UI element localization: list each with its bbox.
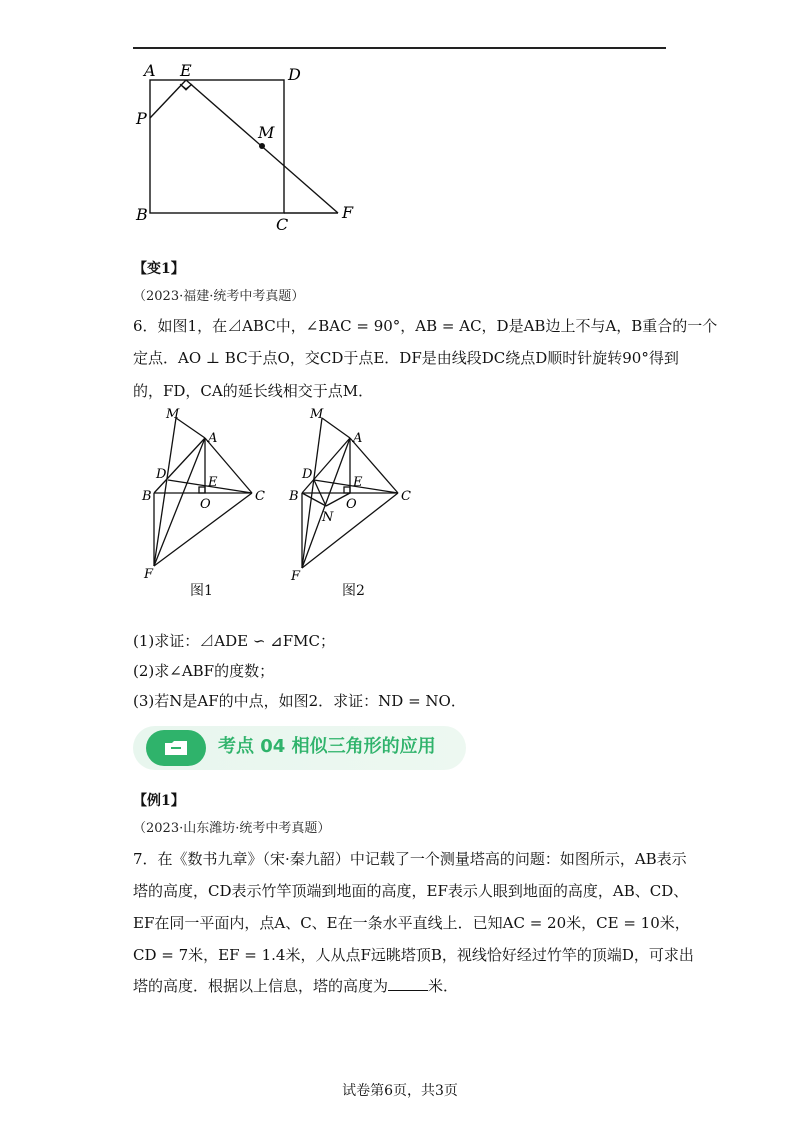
fig1-label-E: E bbox=[208, 475, 218, 490]
answer-blank[interactable] bbox=[388, 975, 428, 991]
section-title: 考点 04 相似三角形的应用 bbox=[218, 736, 436, 757]
question-3: (3)若N是AF的中点，如图2．求证：ND = NO． bbox=[133, 692, 466, 710]
fig2-label-B: B bbox=[289, 489, 299, 504]
problem7-line2: 塔的高度，CD表示竹竿顶端到地面的高度，EF表示人眼到地面的高度，AB、CD、 bbox=[133, 882, 689, 900]
fig2-label-M: M bbox=[310, 408, 324, 422]
fig1-label-B: B bbox=[142, 489, 152, 504]
label-A: A bbox=[144, 61, 156, 80]
label-P: P bbox=[136, 109, 147, 128]
page-footer: 试卷第6页，共3页 bbox=[342, 1083, 458, 1099]
fig2-label-O: O bbox=[346, 497, 357, 512]
fig2-label-A: A bbox=[353, 431, 363, 446]
problem6-line1: 6．如图1，在⊿ABC中，∠BAC = 90°，AB = AC，D是AB边上不与A，B重合的一个 bbox=[133, 317, 718, 335]
label-D: D bbox=[288, 65, 301, 84]
fig2-label-D: D bbox=[302, 467, 313, 482]
figure-1 bbox=[140, 408, 280, 583]
label-B: B bbox=[136, 205, 148, 224]
example-source: （2023·山东潍坊·统考中考真题） bbox=[133, 821, 331, 836]
figure-square bbox=[130, 58, 370, 238]
folder-icon bbox=[164, 740, 188, 756]
fig1-label-D: D bbox=[156, 467, 167, 482]
fig2-label-C: C bbox=[401, 489, 411, 504]
question-1: (1)求证：⊿ADE ∽ ⊿FMC； bbox=[133, 632, 335, 650]
header-rule bbox=[133, 47, 666, 49]
figure-2 bbox=[286, 408, 426, 583]
problem7-line1: 7．在《数书九章》（宋·秦九韶）中记载了一个测量塔高的问题：如图所示，AB表示 bbox=[133, 850, 687, 868]
fig1-label-C: C bbox=[255, 489, 265, 504]
problem7-line4: CD = 7米，EF = 1.4米，人从点F远眺塔顶B，视线恰好经过竹竿的顶端D，可求出 bbox=[133, 946, 694, 964]
fig2-caption: 图2 bbox=[342, 583, 365, 599]
fig1-label-O: O bbox=[200, 497, 211, 512]
fig1-label-F: F bbox=[144, 567, 154, 582]
variant-source: （2023·福建·统考中考真题） bbox=[133, 289, 305, 304]
problem7-line5-before: 塔的高度．根据以上信息，塔的高度为 bbox=[133, 977, 389, 995]
label-E: E bbox=[180, 61, 192, 80]
fig1-label-M: M bbox=[166, 408, 180, 422]
fig2-label-N: N bbox=[322, 510, 334, 525]
variant-tag: 【变1】 bbox=[133, 261, 185, 277]
fig2-label-E: E bbox=[353, 475, 363, 490]
question-2: (2)求∠ABF的度数； bbox=[133, 662, 275, 680]
problem6-line2: 定点．AO ⊥ BC于点O，交CD于点E．DF是由线段DC绕点D顺时针旋转90°得到 bbox=[133, 349, 679, 367]
label-C: C bbox=[276, 215, 289, 234]
problem7-line3: EF在同一平面内，点A、C、E在一条水平直线上．已知AC = 20米，CE = 10米， bbox=[133, 914, 690, 932]
fig2-label-F: F bbox=[291, 569, 301, 583]
label-M: M bbox=[258, 123, 275, 142]
fig1-label-A: A bbox=[208, 431, 218, 446]
problem6-line3: 的，FD，CA的延长线相交于点M． bbox=[133, 382, 374, 400]
example-tag: 【例1】 bbox=[133, 793, 185, 809]
problem7-line5-after: 米． bbox=[428, 977, 459, 995]
label-F: F bbox=[342, 203, 354, 222]
problem7-line5 bbox=[133, 975, 458, 997]
fig1-caption: 图1 bbox=[190, 583, 213, 599]
